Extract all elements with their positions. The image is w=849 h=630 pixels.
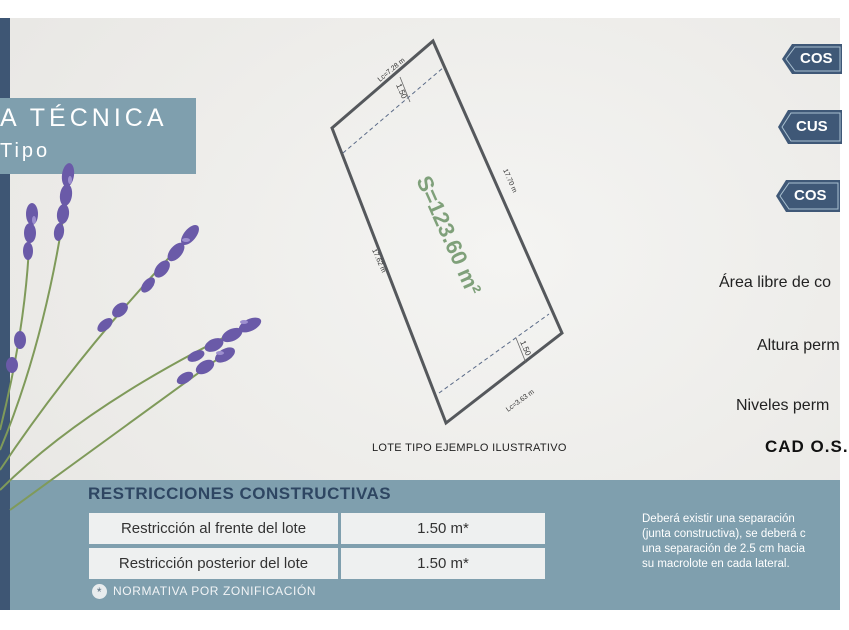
dim-bottom: Lc=3.63 m xyxy=(505,388,536,414)
setback-rear-label: 1.50 xyxy=(518,339,533,358)
badge-cus-label: CUS xyxy=(796,118,828,135)
rear-setback-line xyxy=(439,314,549,393)
separation-paragraph xyxy=(642,512,840,572)
zoning-note xyxy=(92,584,316,599)
front-setback-line xyxy=(343,67,444,153)
badge-cos-2-label: COS xyxy=(794,187,827,204)
niveles-label: Niveles perm xyxy=(736,397,830,414)
altura-label: Altura perm xyxy=(757,337,840,354)
restriction-rear-label: Restricción posterior del lote xyxy=(89,548,338,579)
badge-cos-2 xyxy=(776,180,840,210)
page-title: A TÉCNICA xyxy=(0,104,168,132)
dim-top: Lc=7.28 m xyxy=(376,57,407,84)
paragraph-line: (junta constructiva), se deberá c xyxy=(642,528,806,540)
page-subtitle: Tipo xyxy=(0,140,51,162)
badge-cos-label: COS xyxy=(800,50,833,67)
paragraph-line: Deberá existir una separación xyxy=(642,513,795,525)
paragraph-line: su macrolote en cada lateral. xyxy=(642,558,790,570)
lavender-buds xyxy=(6,162,263,387)
bottom-margin xyxy=(0,610,840,630)
restriction-front-label: Restricción al frente del lote xyxy=(89,513,338,544)
dim-left: 17.62 m xyxy=(370,247,387,274)
area-libre-label: Área libre de co xyxy=(719,274,832,291)
top-margin xyxy=(0,0,840,18)
brand-logo: CAD O.S. xyxy=(765,437,849,456)
dim-right: 17.70 m xyxy=(501,167,518,194)
setback-front-label: 1.50 xyxy=(394,82,409,101)
lot-drawing xyxy=(320,30,580,430)
badge-cus xyxy=(778,110,842,140)
restriction-front-value: 1.50 m* xyxy=(341,513,545,544)
asterisk-icon: * xyxy=(92,584,107,599)
plot-caption: LOTE TIPO EJEMPLO ILUSTRATIVO xyxy=(372,442,567,454)
lavender-illustration xyxy=(0,150,290,520)
badge-cos xyxy=(782,44,842,74)
area-label: S=123.60 m² xyxy=(411,171,487,299)
restrictions-title: RESTRICCIONES CONSTRUCTIVAS xyxy=(88,484,392,503)
paragraph-line: una separación de 2.5 cm hacia xyxy=(642,543,806,555)
zoning-note-text: NORMATIVA POR ZONIFICACIÓN xyxy=(113,584,317,598)
restriction-rear-value: 1.50 m* xyxy=(341,548,545,579)
